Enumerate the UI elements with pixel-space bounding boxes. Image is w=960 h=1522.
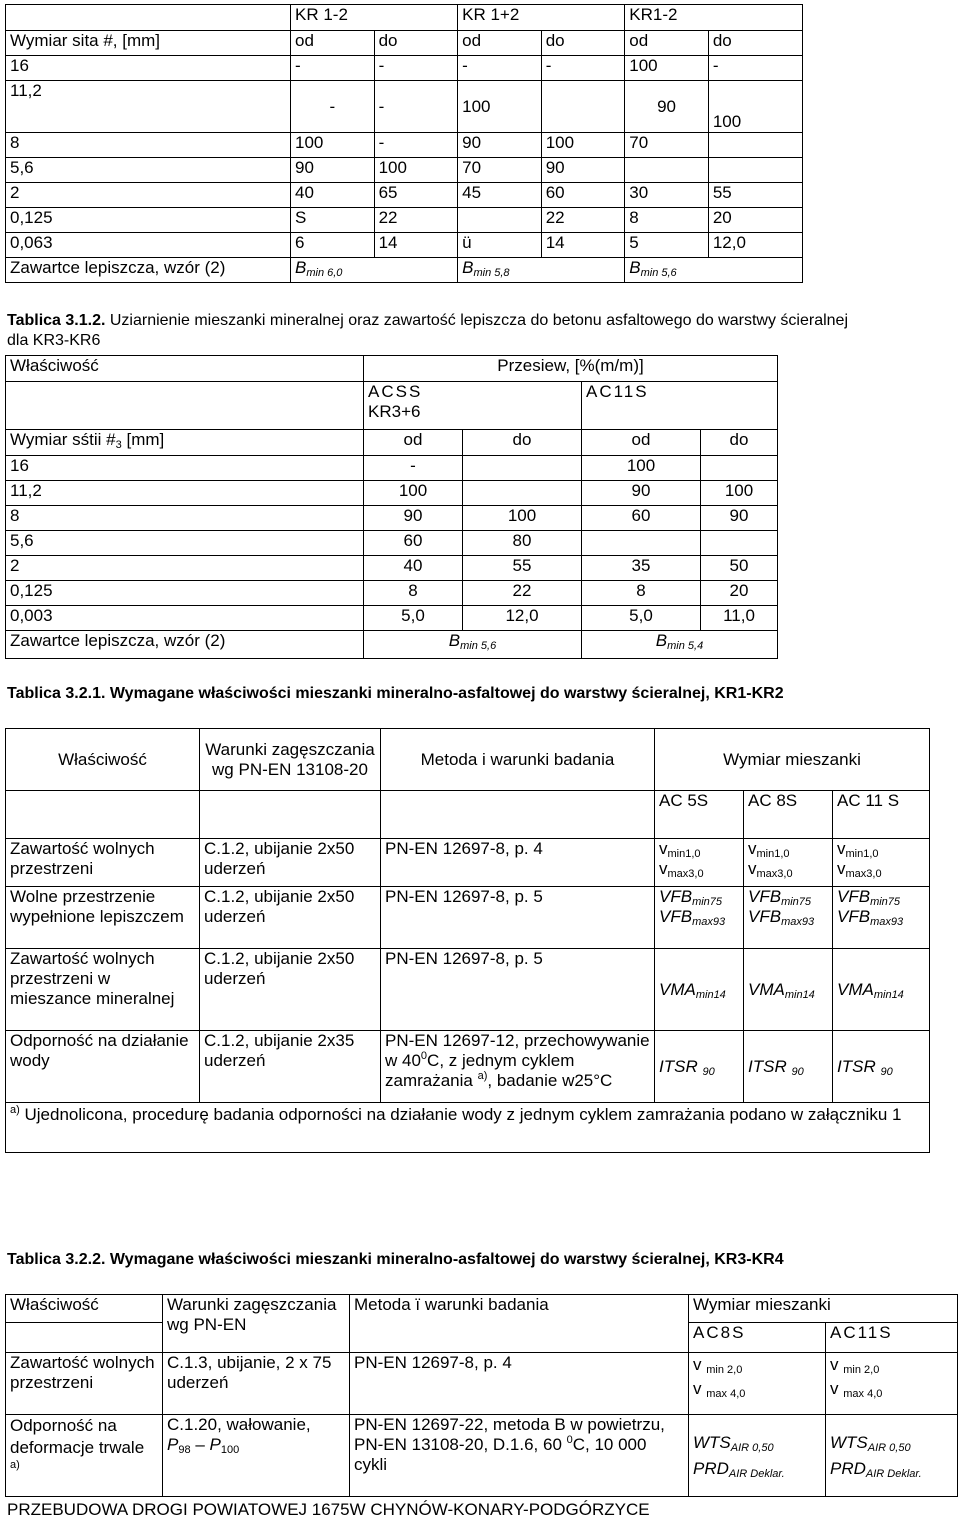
table-row: Wymiar sita #, [mm] od do od do od do <box>6 31 803 56</box>
table-row: 5,6 60 80 <box>6 531 778 556</box>
table-row: Odporność na deformacje trwale $^{a)}$ C.1.20, wałowanie, $P_{98} - P_{100}$ PN-EN 12697-22, metoda B w powietrzu, PN-EN 13108-20, D.1.6, 60 $^0$C, 10 000 cykli $WTS_{AIR 0,50}$ $PRD_{AIR Deklar.}$ $WTS_{AIR 0,50}$ $PRD_{AIR Deklar.}$ <box>6 1415 958 1497</box>
col-header: KR 1-2 <box>291 5 458 31</box>
table-row: 0,125 8 22 8 20 <box>6 581 778 606</box>
table-row: 8 90 100 60 90 <box>6 506 778 531</box>
table-row: Zawartość wolnych przestrzeni C.1.3, ubijanie, 2 x 75 uderzeń PN-EN 12697-8, p. 4 v $_{min 2,0}$ v $_{max 4,0}$ v $_{min 2,0}$ v $_{max 4,0}$ <box>6 1353 958 1415</box>
table-footnote: $^{a)}$ Ujednolicona, procedurę badania odporności na działanie wody z jednym cyklem zamrażania podano w załączniku 1 <box>6 1103 930 1153</box>
page-footer: PRZEBUDOWA DROGI POWIATOWEJ 1675W CHYNÓW-KONARY-PODGÓRZYCE <box>7 1500 650 1519</box>
table-row: 11,2 100 90 100 <box>6 481 778 506</box>
table-row: 2 40 55 35 50 <box>6 556 778 581</box>
table-row: 2 40 65 45 60 30 55 <box>6 183 803 208</box>
table-caption: Tablica 3.2.1. Wymagane właściwości mieszanki mineralno-asfaltowej do warstwy ścieralnej, KR1-KR2 <box>7 685 784 702</box>
table-row: 16 - - - - 100 - <box>6 56 803 81</box>
col-header: KR1-2 <box>625 5 803 31</box>
table-row: Zawartość wolnych przestrzeni w mieszance mineralnej C.1.2, ubijanie 2x50 uderzeń PN-EN 12697-8, p. 5 $VMA_{min14}$ $VMA_{min14}$ $VMA_{min14}$ <box>6 949 930 1031</box>
table-row: 0,003 5,0 12,0 5,0 11,0 <box>6 606 778 631</box>
table-caption: Tablica 3.1.2. Uziarnienie mieszanki mineralnej oraz zawartość lepiszcza do betonu asfaltowego do warstwy ścieralnej dla KR3-KR6 <box>7 312 848 349</box>
col-header: KR 1+2 <box>458 5 625 31</box>
table-row: 5,6 90 100 70 90 <box>6 158 803 183</box>
sieve-table-kr1-2 <box>5 4 803 283</box>
table-row: Wolne przestrzenie wypełnione lepiszczem C.1.2, ubijanie 2x50 uderzeń PN-EN 12697-8, p. 5 $VFB_{min75}$ $VFB_{max93}$ $VFB_{min75}$ $VFB_{max93}$ $VFB_{min75}$ $VFB_{max93}$ <box>6 887 930 949</box>
table-caption: Tablica 3.2.2. Wymagane właściwości mieszanki mineralno-asfaltowej do warstwy ścieralnej, KR3-KR4 <box>7 1251 784 1268</box>
table-row: 8 100 - 90 100 70 <box>6 133 803 158</box>
table-row: 11,2 - - 100 90 100 <box>6 81 803 133</box>
properties-table-kr1-2: Właściwość Warunki zagęszczania wg PN-EN 13108-20 Metoda i warunki badania Wymiar mieszanki AC 5S AC 8S AC 11 S Zawartość wolnych przestrzeni C.1.2, ubijanie 2x50 uderzeń PN-EN 12697-8, p. 4 $v_{min1,0}$ $v_{max3,0}$ $v_{min1,0}$ $v_{max3,0}$ $v_{min1,0}$ $v_{max3,0}$ Wolne przestrzenie wypełnione lepiszczem C.1.2, ubijanie 2x50 uderzeń PN-EN 12697-8, p. 5 $VFB_{min75}$ $VFB_{max93}$ $VFB_{min75}$ $VFB_{max93}$ $VFB_{min75}$ $VFB_{max93}$ Zawartość wolnych przestrzeni w mieszance mineralnej C.1.2, ubijanie 2x50 uderzeń PN-EN 12697-8, p. 5 $VMA_{min14}$ $VMA_{min14}$ $VMA_{min14}$ Odporność na działanie wody C.1.2, ubijanie 2x35 uderzeń PN-EN 12697-12, przechowywanie w $40^0C$, z jednym cyklem zamrażania $^{a)}$, badanie w25°C ITSR $_{90}$ ITSR $_{90}$ ITSR $_{90}$ $^{a)}$ Ujednolicona, procedurę badania odporności na działanie wody z jednym cyklem zamrażania podano w załączniku 1 <box>5 728 930 1153</box>
binder-row: Zawartce lepiszcza, wzór (2) $B_{min 6,0}$ $B_{min 5,8}$ $B_{min 5,6}$ <box>6 258 803 283</box>
properties-table-kr3-4: Właściwość Warunki zagęszczania wg PN-EN Metoda ï warunki badania Wymiar mieszanki AC8S AC11S Zawartość wolnych przestrzeni C.1.3, ubijanie, 2 x 75 uderzeń PN-EN 12697-8, p. 4 v $_{min 2,0}$ v $_{max 4,0}$ v $_{min 2,0}$ v $_{max 4,0}$ Odporność na deformacje trwale $^{a)}$ C.1.20, wałowanie, $P_{98} - P_{100}$ PN-EN 12697-22, metoda B w powietrzu, PN-EN 13108-20, D.1.6, 60 $^0$C, 10 000 cykli $WTS_{AIR 0,50}$ $PRD_{AIR Deklar.}$ $WTS_{AIR 0,50}$ $PRD_{AIR Deklar.}$ <box>5 1294 958 1497</box>
table-row: 16 - 100 <box>6 456 778 481</box>
binder-row: Zawartce lepiszcza, wzór (2) $B_{min 5,6}$ $B_{min 5,4}$ <box>6 631 778 659</box>
table-row: Zawartość wolnych przestrzeni C.1.2, ubijanie 2x50 uderzeń PN-EN 12697-8, p. 4 $v_{min1,0}$ $v_{max3,0}$ $v_{min1,0}$ $v_{max3,0}$ $v_{min1,0}$ $v_{max3,0}$ <box>6 839 930 887</box>
sieve-table-kr3-6: Właściwość Przesiew, [%(m/m)] ACSS KR3+6 AC11S Wymiar sśtii $\#_3$ [mm] od do od do 16 - 100 11,2 100 90 100 8 90 100 60 90 5,6 60 80 2 40 55 35 50 0,125 8 22 8 20 0,003 5,0 12,0 5,0 11,0 Zawartce lepiszcza, wzór (2) $B_{min 5,6}$ $B_{min 5,4}$ <box>5 355 778 659</box>
table-row: 0,063 6 14 ü 14 5 12,0 <box>6 233 803 258</box>
table-row: Odporność na działanie wody C.1.2, ubijanie 2x35 uderzeń PN-EN 12697-12, przechowywanie w $40^0C$, z jednym cyklem zamrażania $^{a)}$, badanie w25°C ITSR $_{90}$ ITSR $_{90}$ ITSR $_{90}$ <box>6 1031 930 1103</box>
table-row: 0,125 S 22 22 8 20 <box>6 208 803 233</box>
